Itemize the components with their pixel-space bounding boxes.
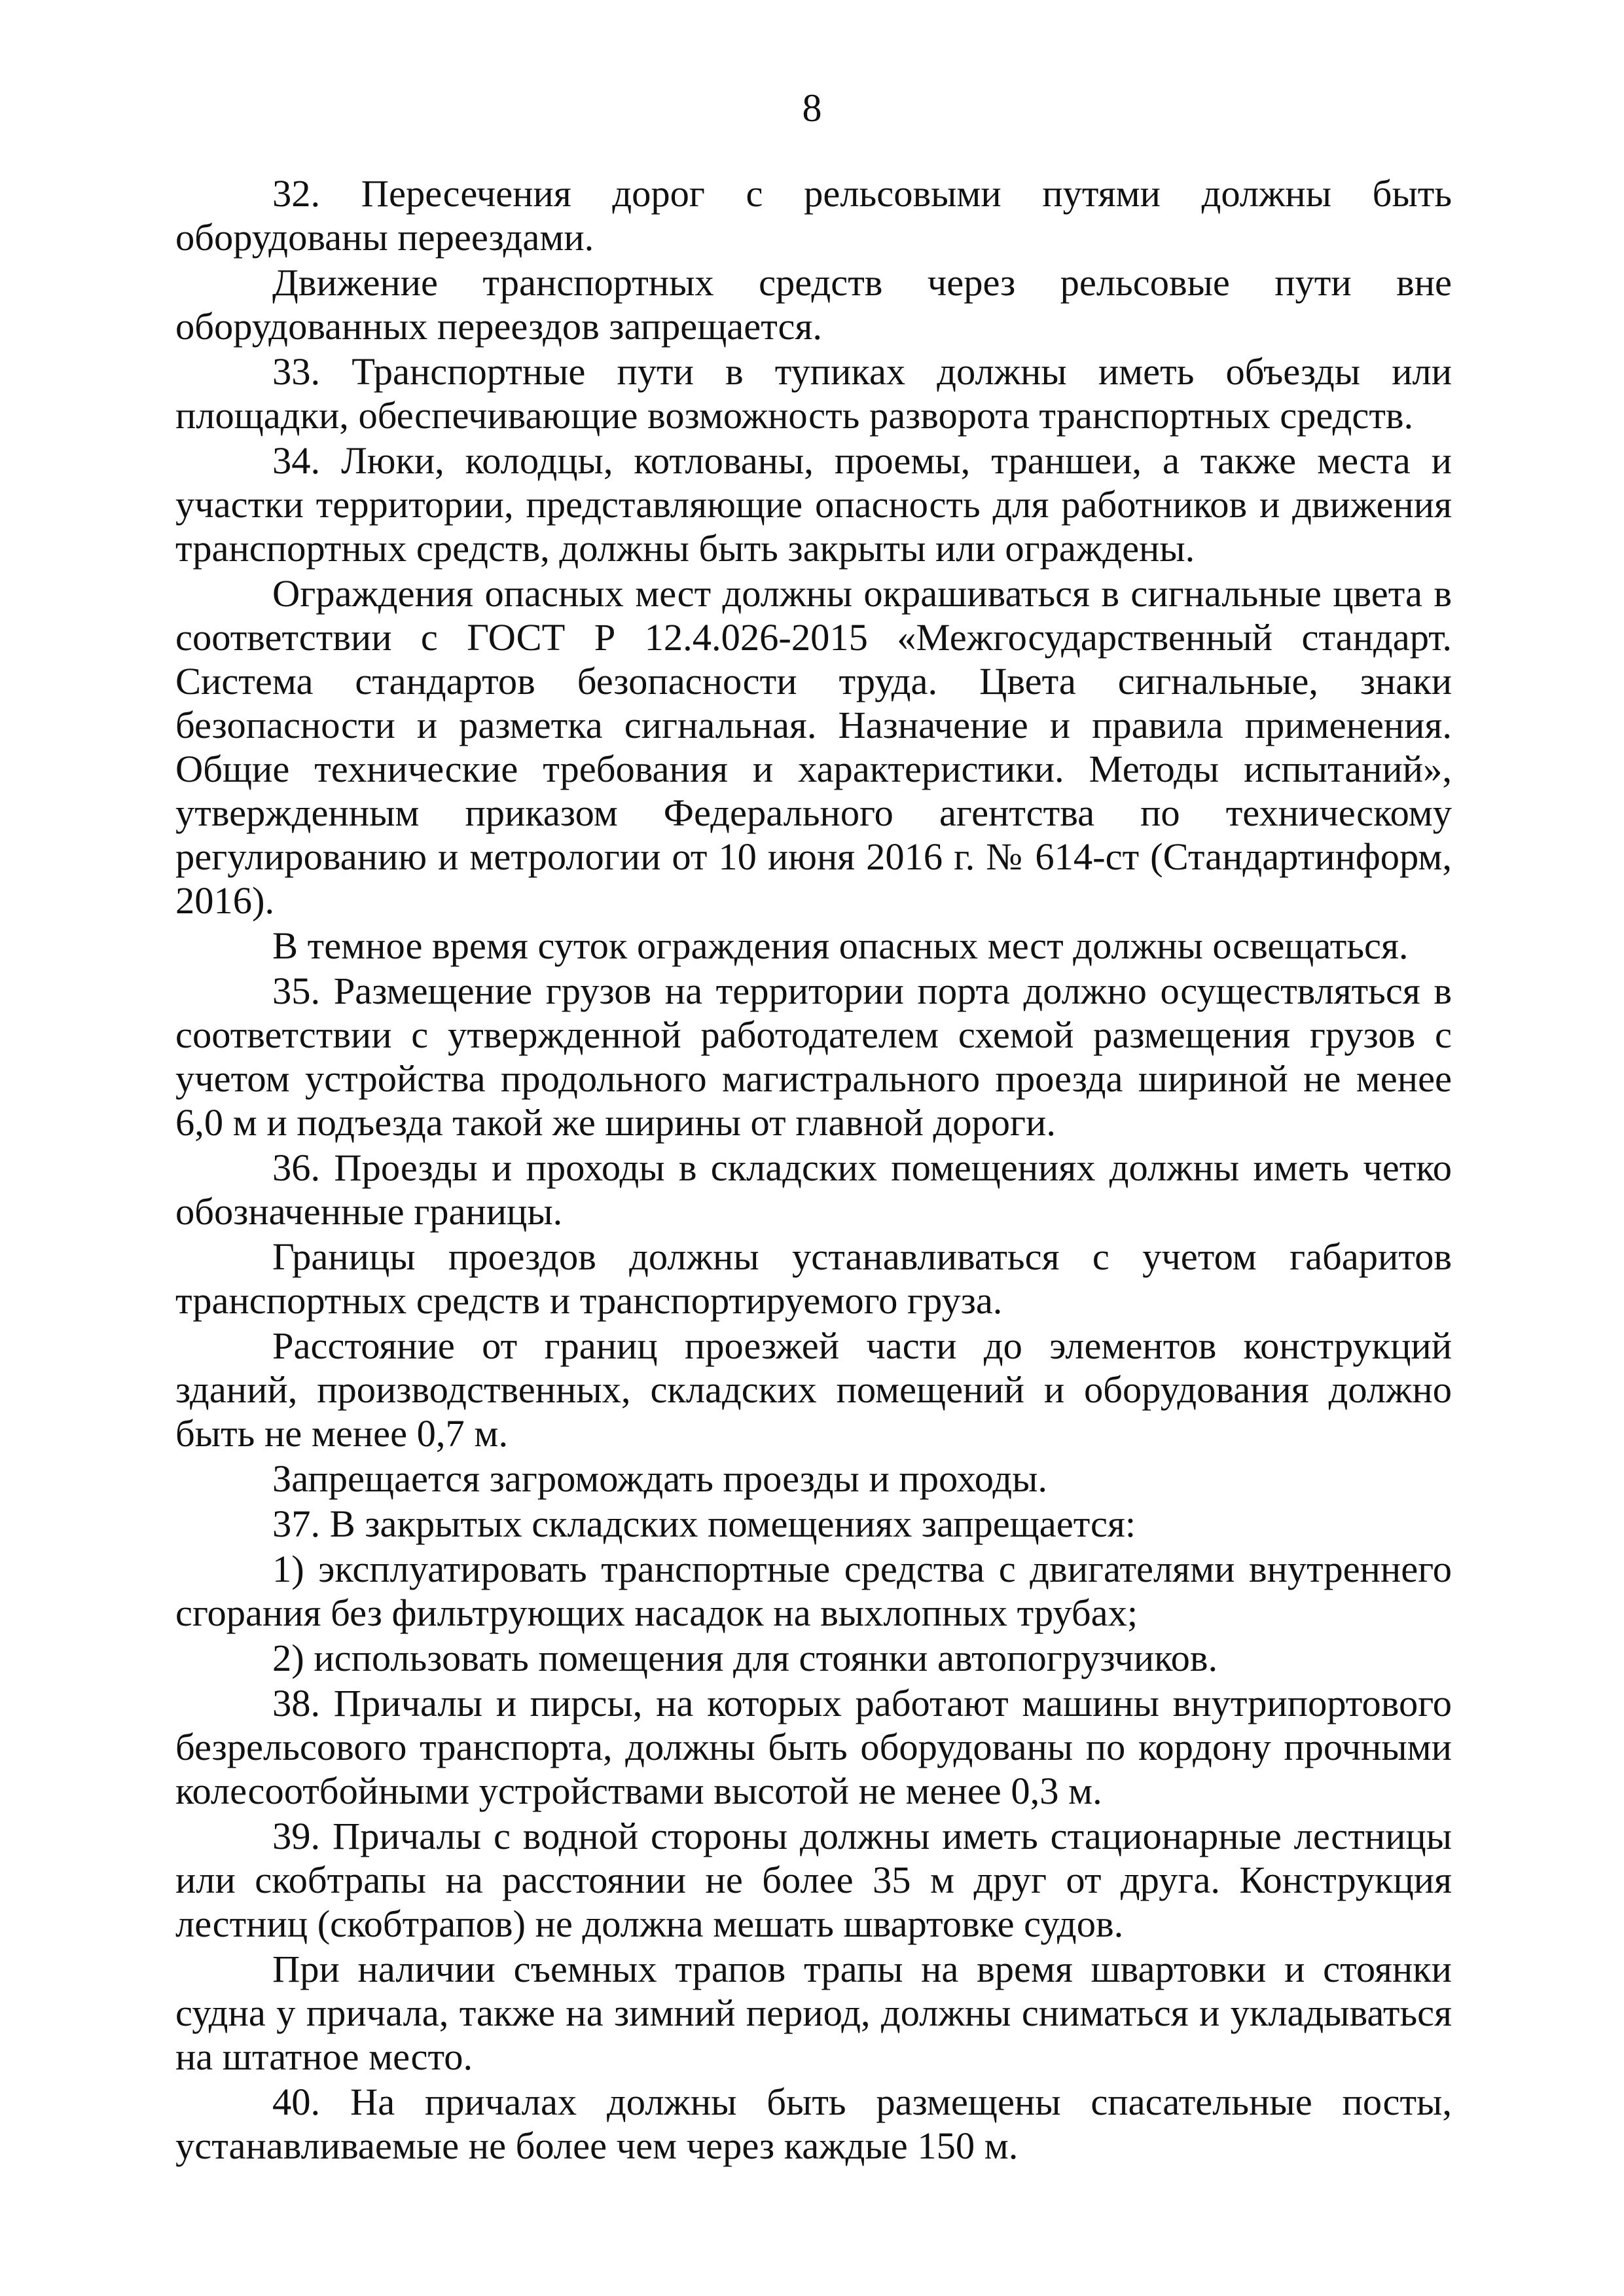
paragraph: Границы проездов должны устанавливаться с учетом габаритов транспортных средств и транспортируемого груза. <box>175 1235 1452 1322</box>
paragraph: 36. Проезды и проходы в складских помещениях должны иметь четко обозначенные границы. <box>175 1146 1452 1233</box>
paragraph: 32. Пересечения дорог с рельсовыми путями должны быть оборудованы переездами. <box>175 172 1452 259</box>
paragraph: 40. На причалах должны быть размещены спасательные посты, устанавливаемые не более чем через каждые 150 м. <box>175 2081 1452 2167</box>
paragraph: В темное время суток ограждения опасных мест должны освещаться. <box>272 924 1409 967</box>
paragraph: 2) использовать помещения для стоянки автопогрузчиков. <box>272 1637 1218 1679</box>
paragraph: 34. Люки, колодцы, котлованы, проемы, траншеи, а также места и участки территории, представляющие опасность для работников и движения транспортных средств, должны быть закрыты или ограждены. <box>175 439 1452 570</box>
paragraph: 1) эксплуатировать транспортные средства с двигателями внутреннего сгорания без фильтрующих насадок на выхлопных трубах; <box>175 1548 1452 1634</box>
paragraph: При наличии съемных трапов трапы на время швартовки и стоянки судна у причала, также на зимний период, должны сниматься и укладываться на штатное место. <box>175 1948 1452 2078</box>
paragraph: 33. Транспортные пути в тупиках должны иметь объезды или площадки, обеспечивающие возможность разворота транспортных средств. <box>175 350 1452 437</box>
paragraph: 38. Причалы и пирсы, на которых работают машины внутрипортового безрельсового транспорта, должны быть оборудованы по кордону прочными колесоотбойными устройствами высотой не менее 0,3 м. <box>175 1682 1452 1812</box>
page-number: 8 <box>802 86 822 130</box>
paragraph: Движение транспортных средств через рельсовые пути вне оборудованных переездов запрещается. <box>175 261 1452 348</box>
paragraph: Ограждения опасных мест должны окрашиваться в сигнальные цвета в соответствии с ГОСТ Р 12.4.026-2015 «Межгосударственный стандарт. Система стандартов безопасности труда. Цвета сигнальные, знаки безопасности и разметка сигнальная. Назначение и правила применения. Общие технические требования и характеристики. Методы испытаний», утвержденным приказом Федерального агентства по техническому регулированию и метрологии от 10 июня 2016 г. № 614-ст (Стандартинформ, 2016). <box>175 572 1452 922</box>
paragraph: 35. Размещение грузов на территории порта должно осуществляться в соответствии с утвержденной работодателем схемой размещения грузов с учетом устройства продольного магистрального проезда шириной не менее 6,0 м и подъезда такой же ширины от главной дороги. <box>175 970 1452 1144</box>
paragraph: 39. Причалы с водной стороны должны иметь стационарные лестницы или скобтрапы на расстоянии не более 35 м друг от друга. Конструкция лестниц (скобтрапов) не должна мешать швартовке судов. <box>175 1815 1452 1945</box>
paragraph: 37. В закрытых складских помещениях запрещается: <box>272 1503 1136 1545</box>
document-body <box>175 172 1452 2169</box>
paragraph: Расстояние от границ проезжей части до элементов конструкций зданий, производственных, складских помещений и оборудования должно быть не менее 0,7 м. <box>175 1324 1452 1455</box>
paragraph: Запрещается загромождать проезды и проходы. <box>272 1457 1048 1500</box>
